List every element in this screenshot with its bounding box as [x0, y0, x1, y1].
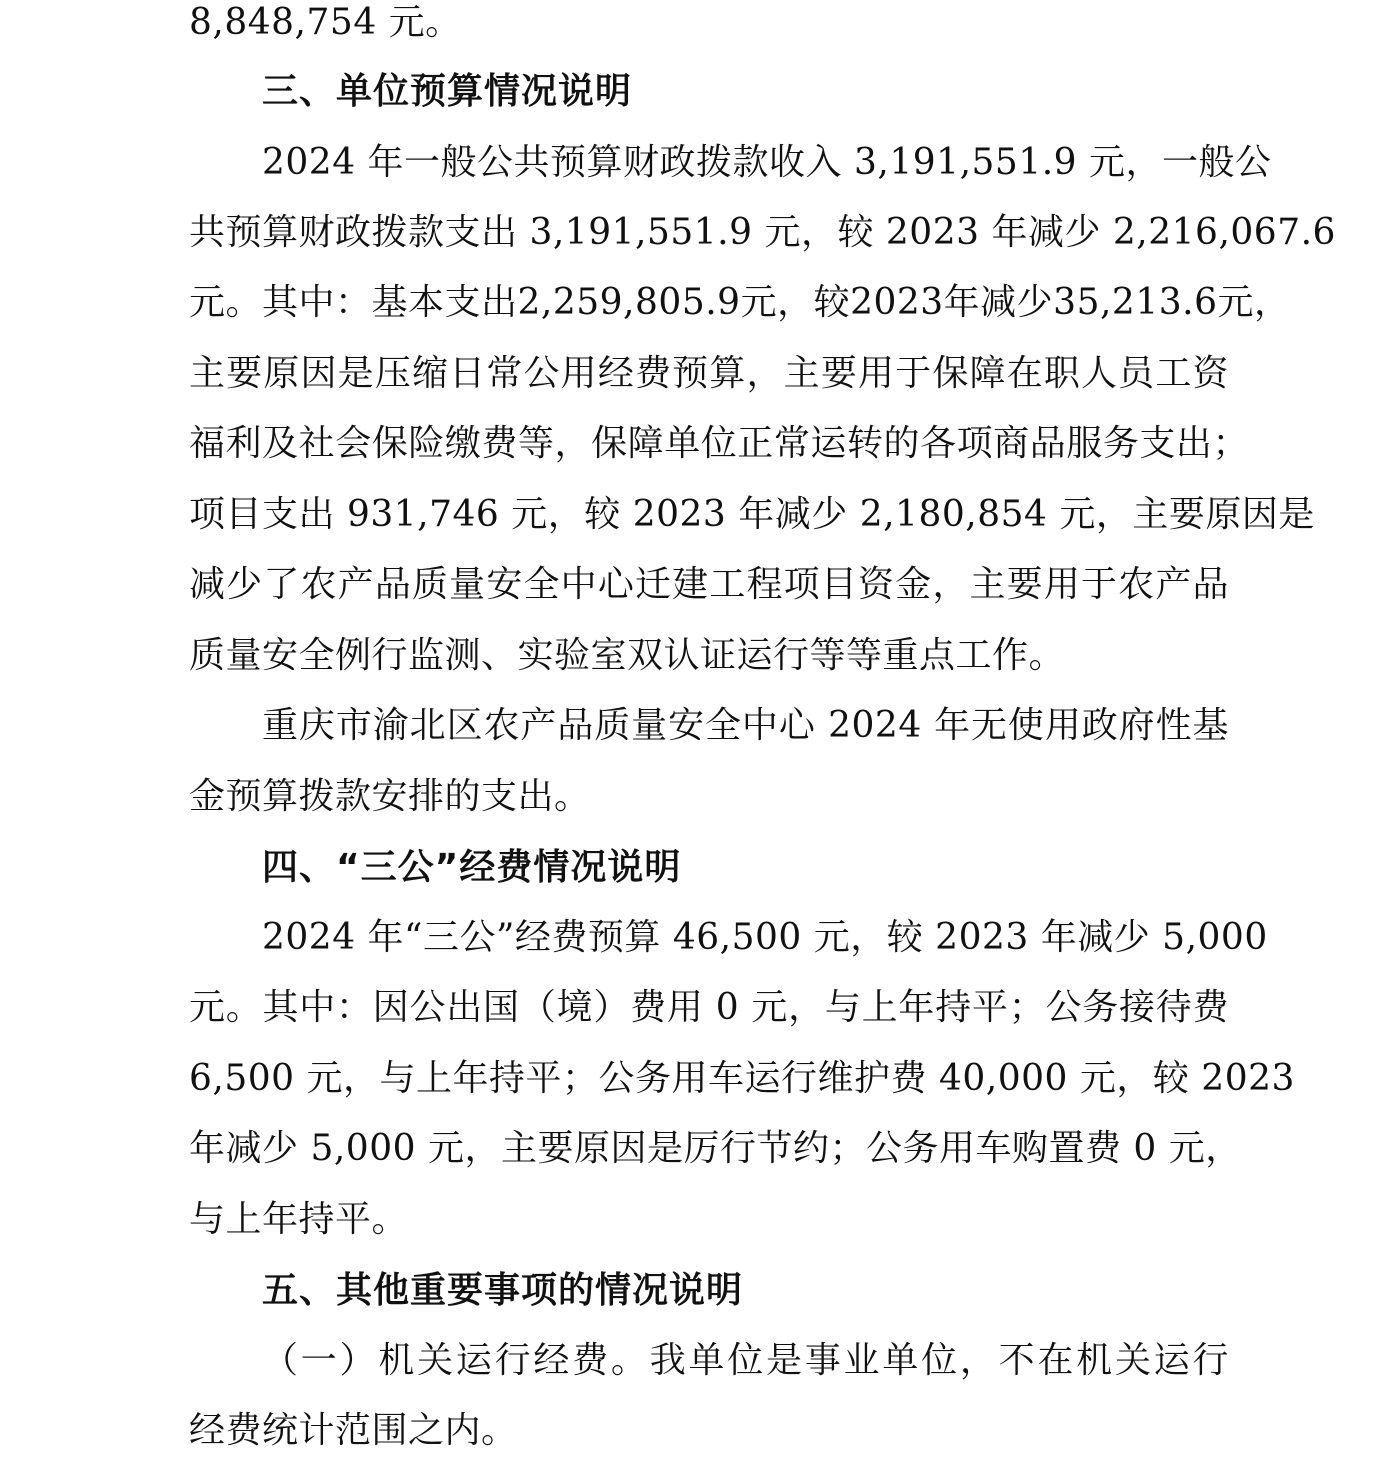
- section-3-para2-line-1: 重庆市渝北区农产品质量安全中心 2024 年无使用政府性基: [262, 705, 1229, 746]
- section-4-para1-line-2: 元。其中：因公出国（境）费用 0 元，与上年持平；公务接待费: [189, 987, 1229, 1028]
- section-3-para1-line-2: 共预算财政拨款支出 3,191,551.9 元，较 2023 年减少 2,216,067.6: [189, 212, 1336, 253]
- section-4-para1-line-1: 2024 年“三公”经费预算 46,500 元，较 2023 年减少 5,000: [262, 917, 1268, 958]
- section-5-para1-line-1: （一）机关运行经费。我单位是事业单位，不在机关运行: [262, 1340, 1229, 1381]
- section-3-para1-line-7: 减少了农产品质量安全中心迁建工程项目资金，主要用于农产品: [189, 564, 1229, 605]
- section-3-para1-line-6: 项目支出 931,746 元，较 2023 年减少 2,180,854 元，主要原因是: [189, 494, 1315, 535]
- section-4-para1-line-3: 6,500 元，与上年持平；公务用车运行维护费 40,000 元，较 2023: [189, 1058, 1295, 1099]
- section-3-para1-line-3: 元。其中：基本支出2,259,805.9元，较2023年减少35,213.6元，: [189, 282, 1291, 323]
- section-3-para1-line-5: 福利及社会保险缴费等，保障单位正常运转的各项商品服务支出；: [189, 423, 1249, 464]
- section-4-heading: 四、“三公”经费情况说明: [262, 847, 682, 888]
- section-3-heading: 三、单位预算情况说明: [262, 71, 633, 112]
- section-3-para1-line-4: 主要原因是压缩日常公用经费预算，主要用于保障在职人员工资: [189, 353, 1229, 394]
- section-4-para1-line-5: 与上年持平。: [189, 1199, 409, 1240]
- section-5-para1-line-2: 经费统计范围之内。: [189, 1410, 518, 1451]
- intro-tail-line: 8,848,754 元。: [189, 2, 462, 43]
- section-3-para1-line-1: 2024 年一般公共预算财政拨款收入 3,191,551.9 元，一般公: [262, 142, 1272, 183]
- section-3-para2-line-2: 金预算拨款安排的支出。: [189, 776, 591, 817]
- section-4-para1-line-4: 年减少 5,000 元，主要原因是厉行节约；公务用车购置费 0 元，: [189, 1128, 1242, 1169]
- section-5-heading: 五、其他重要事项的情况说明: [262, 1270, 744, 1311]
- section-3-para1-line-8: 质量安全例行监测、实验室双认证运行等等重点工作。: [189, 635, 1066, 676]
